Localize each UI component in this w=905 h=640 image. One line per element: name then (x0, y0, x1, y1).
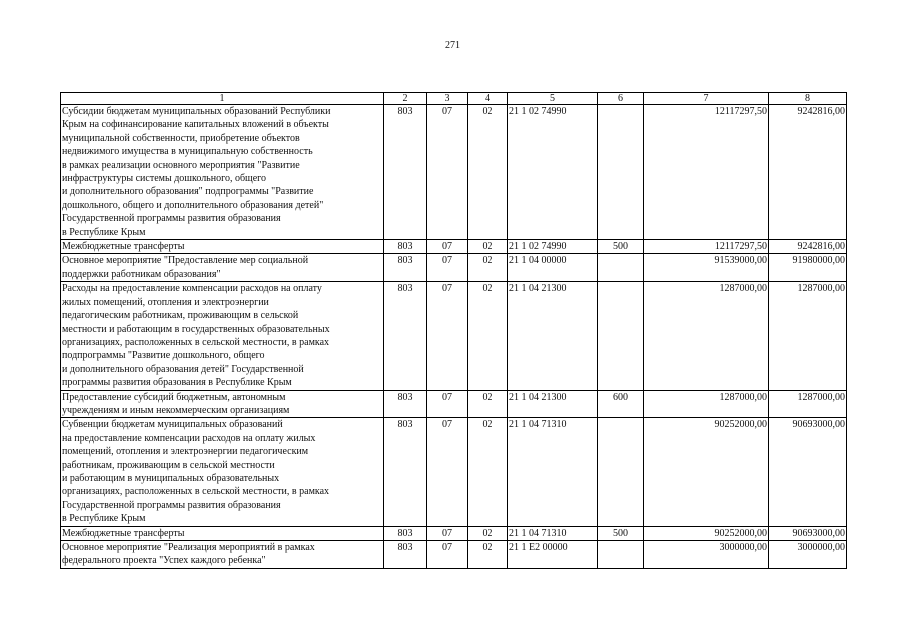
row-name: Субвенции бюджетам муниципальных образований на предоставление компенсации расходов на оплату жилых помещений, отопления и электроэнергии педагогическим работникам, проживающим в сельской местности и работающим в муниципальных образовательных организациях, расположенных в сельской местности, в рамках Государственной программы развития образования в Республике Крым (61, 418, 384, 526)
cell-subsection: 02 (468, 541, 508, 569)
cell-amount-7: 1287000,00 (644, 282, 769, 390)
cell-target-code: 21 1 04 21300 (508, 282, 598, 390)
cell-expense-type (598, 254, 644, 282)
cell-section: 07 (427, 390, 468, 418)
cell-target-code: 21 1 04 71310 (508, 418, 598, 526)
cell-subsection: 02 (468, 526, 508, 540)
cell-amount-8: 90693000,00 (769, 418, 847, 526)
cell-section: 07 (427, 105, 468, 240)
cell-grbs: 803 (384, 418, 427, 526)
column-header: 8 (769, 93, 847, 105)
cell-amount-8: 9242816,00 (769, 105, 847, 240)
column-header: 1 (61, 93, 384, 105)
cell-section: 07 (427, 526, 468, 540)
cell-grbs: 803 (384, 240, 427, 254)
cell-subsection: 02 (468, 390, 508, 418)
cell-amount-8: 1287000,00 (769, 390, 847, 418)
cell-subsection: 02 (468, 254, 508, 282)
cell-amount-8: 9242816,00 (769, 240, 847, 254)
row-name: Субсидии бюджетам муниципальных образований Республики Крым на софинансирование капитальных вложений в объекты муниципальной собственности, приобретение объектов недвижимого имущества в муниципальную собственность в рамках реализации основного мероприятия "Развитие инфраструктуры системы дошкольного, общего и дополнительного образования" подпрограммы "Развитие дошкольного, общего и дополнительного образования детей" Государственной программы развития образования в Республике Крым (61, 105, 384, 240)
cell-subsection: 02 (468, 418, 508, 526)
cell-expense-type (598, 282, 644, 390)
budget-table (60, 92, 847, 569)
cell-amount-8: 90693000,00 (769, 526, 847, 540)
cell-section: 07 (427, 254, 468, 282)
table-row (61, 418, 847, 526)
cell-target-code: 21 1 04 71310 (508, 526, 598, 540)
cell-subsection: 02 (468, 240, 508, 254)
cell-expense-type (598, 418, 644, 526)
cell-target-code: 21 1 02 74990 (508, 240, 598, 254)
table-row (61, 282, 847, 390)
cell-amount-8: 1287000,00 (769, 282, 847, 390)
cell-target-code: 21 1 04 00000 (508, 254, 598, 282)
table-row (61, 390, 847, 418)
cell-grbs: 803 (384, 526, 427, 540)
row-name: Основное мероприятие "Реализация мероприятий в рамках федерального проекта "Успех каждого ребенка" (61, 541, 384, 569)
table-row (61, 254, 847, 282)
cell-amount-7: 12117297,50 (644, 105, 769, 240)
cell-expense-type (598, 541, 644, 569)
column-header: 4 (468, 93, 508, 105)
cell-expense-type (598, 105, 644, 240)
row-name: Межбюджетные трансферты (61, 526, 384, 540)
table-row (61, 526, 847, 540)
cell-grbs: 803 (384, 390, 427, 418)
cell-grbs: 803 (384, 541, 427, 569)
cell-expense-type: 600 (598, 390, 644, 418)
column-header: 6 (598, 93, 644, 105)
cell-amount-7: 90252000,00 (644, 418, 769, 526)
cell-section: 07 (427, 418, 468, 526)
column-header: 7 (644, 93, 769, 105)
row-name: Основное мероприятие "Предоставление мер социальной поддержки работникам образования" (61, 254, 384, 282)
cell-subsection: 02 (468, 105, 508, 240)
cell-expense-type: 500 (598, 526, 644, 540)
table-row (61, 105, 847, 240)
cell-target-code: 21 1 02 74990 (508, 105, 598, 240)
cell-amount-8: 91980000,00 (769, 254, 847, 282)
page-number: 271 (445, 40, 460, 51)
cell-amount-7: 1287000,00 (644, 390, 769, 418)
cell-amount-7: 12117297,50 (644, 240, 769, 254)
cell-grbs: 803 (384, 282, 427, 390)
column-header: 3 (427, 93, 468, 105)
column-header: 2 (384, 93, 427, 105)
cell-grbs: 803 (384, 105, 427, 240)
cell-amount-7: 3000000,00 (644, 541, 769, 569)
cell-amount-8: 3000000,00 (769, 541, 847, 569)
table-header-row (61, 93, 847, 105)
cell-section: 07 (427, 541, 468, 569)
cell-expense-type: 500 (598, 240, 644, 254)
row-name: Расходы на предоставление компенсации расходов на оплату жилых помещений, отопления и электроэнергии педагогическим работникам, проживающим в сельской местности и работающим в государственных образовательных организациях, расположенных в сельской местности, в рамках подпрограммы "Развитие дошкольного, общего и дополнительного образования детей" Государственной программы развития образования в Республике Крым (61, 282, 384, 390)
row-name: Предоставление субсидий бюджетным, автономным учреждениям и иным некоммерческим организациям (61, 390, 384, 418)
cell-grbs: 803 (384, 254, 427, 282)
cell-section: 07 (427, 240, 468, 254)
column-header: 5 (508, 93, 598, 105)
cell-target-code: 21 1 04 21300 (508, 390, 598, 418)
cell-subsection: 02 (468, 282, 508, 390)
cell-target-code: 21 1 E2 00000 (508, 541, 598, 569)
cell-amount-7: 91539000,00 (644, 254, 769, 282)
table-row (61, 541, 847, 569)
cell-amount-7: 90252000,00 (644, 526, 769, 540)
table-row (61, 240, 847, 254)
row-name: Межбюджетные трансферты (61, 240, 384, 254)
cell-section: 07 (427, 282, 468, 390)
